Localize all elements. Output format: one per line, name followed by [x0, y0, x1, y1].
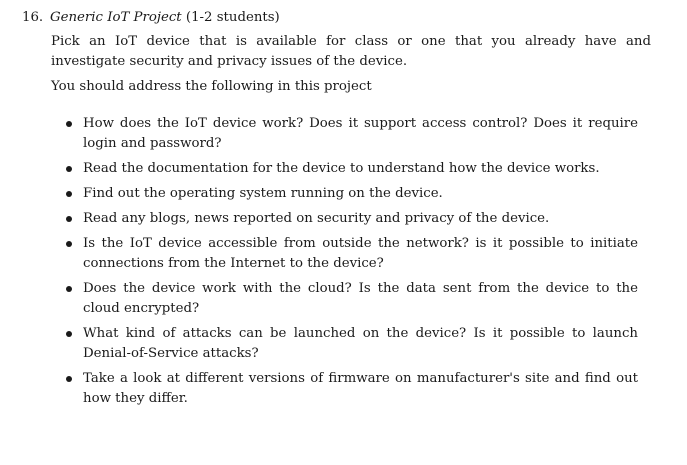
- list-item: [83, 184, 638, 204]
- project-subtitle: (1-2 students): [185, 10, 280, 25]
- list-item-text: How does the IoT device work? Does it support access control? Does it require login and password?: [83, 116, 638, 151]
- list-item-text: Read any blogs, news reported on security and privacy of the device.: [83, 211, 550, 226]
- bullet-icon: [66, 331, 72, 337]
- intro-paragraph: Pick an IoT device that is available for class or one that you already have and investigate security and privacy issues of the device.: [51, 34, 651, 69]
- bullet-icon: [66, 241, 72, 247]
- list-item-text: Is the IoT device accessible from outside the network? is it possible to initiate connections from the Internet to the device?: [83, 236, 638, 271]
- bullet-icon: [66, 166, 72, 172]
- project-heading: [22, 8, 280, 28]
- list-item-text: What kind of attacks can be launched on the device? Is it possible to launch Denial-of-Service attacks?: [83, 326, 638, 361]
- list-item-text: Take a look at different versions of firmware on manufacturer's site and find out how they differ.: [83, 371, 638, 406]
- list-item: [83, 159, 638, 179]
- lead-paragraph: You should address the following in this project: [51, 79, 372, 94]
- project-number: 16.: [22, 10, 44, 25]
- list-item: [83, 279, 638, 319]
- list-item: [83, 324, 638, 364]
- list-item-text: Does the device work with the cloud? Is the data sent from the device to the cloud encrypted?: [83, 281, 638, 316]
- list-item: [83, 234, 638, 274]
- list-item-text: Find out the operating system running on the device.: [83, 186, 443, 201]
- list-item: [83, 209, 638, 229]
- list-item: [83, 114, 638, 154]
- list-item-text: Read the documentation for the device to understand how the device works.: [83, 161, 600, 176]
- project-title: Generic IoT Project: [50, 10, 182, 25]
- bullet-icon: [66, 216, 72, 222]
- bullet-icon: [66, 286, 72, 292]
- bullet-icon: [66, 376, 72, 382]
- bullet-icon: [66, 121, 72, 127]
- bullet-icon: [66, 191, 72, 197]
- list-item: [83, 369, 638, 409]
